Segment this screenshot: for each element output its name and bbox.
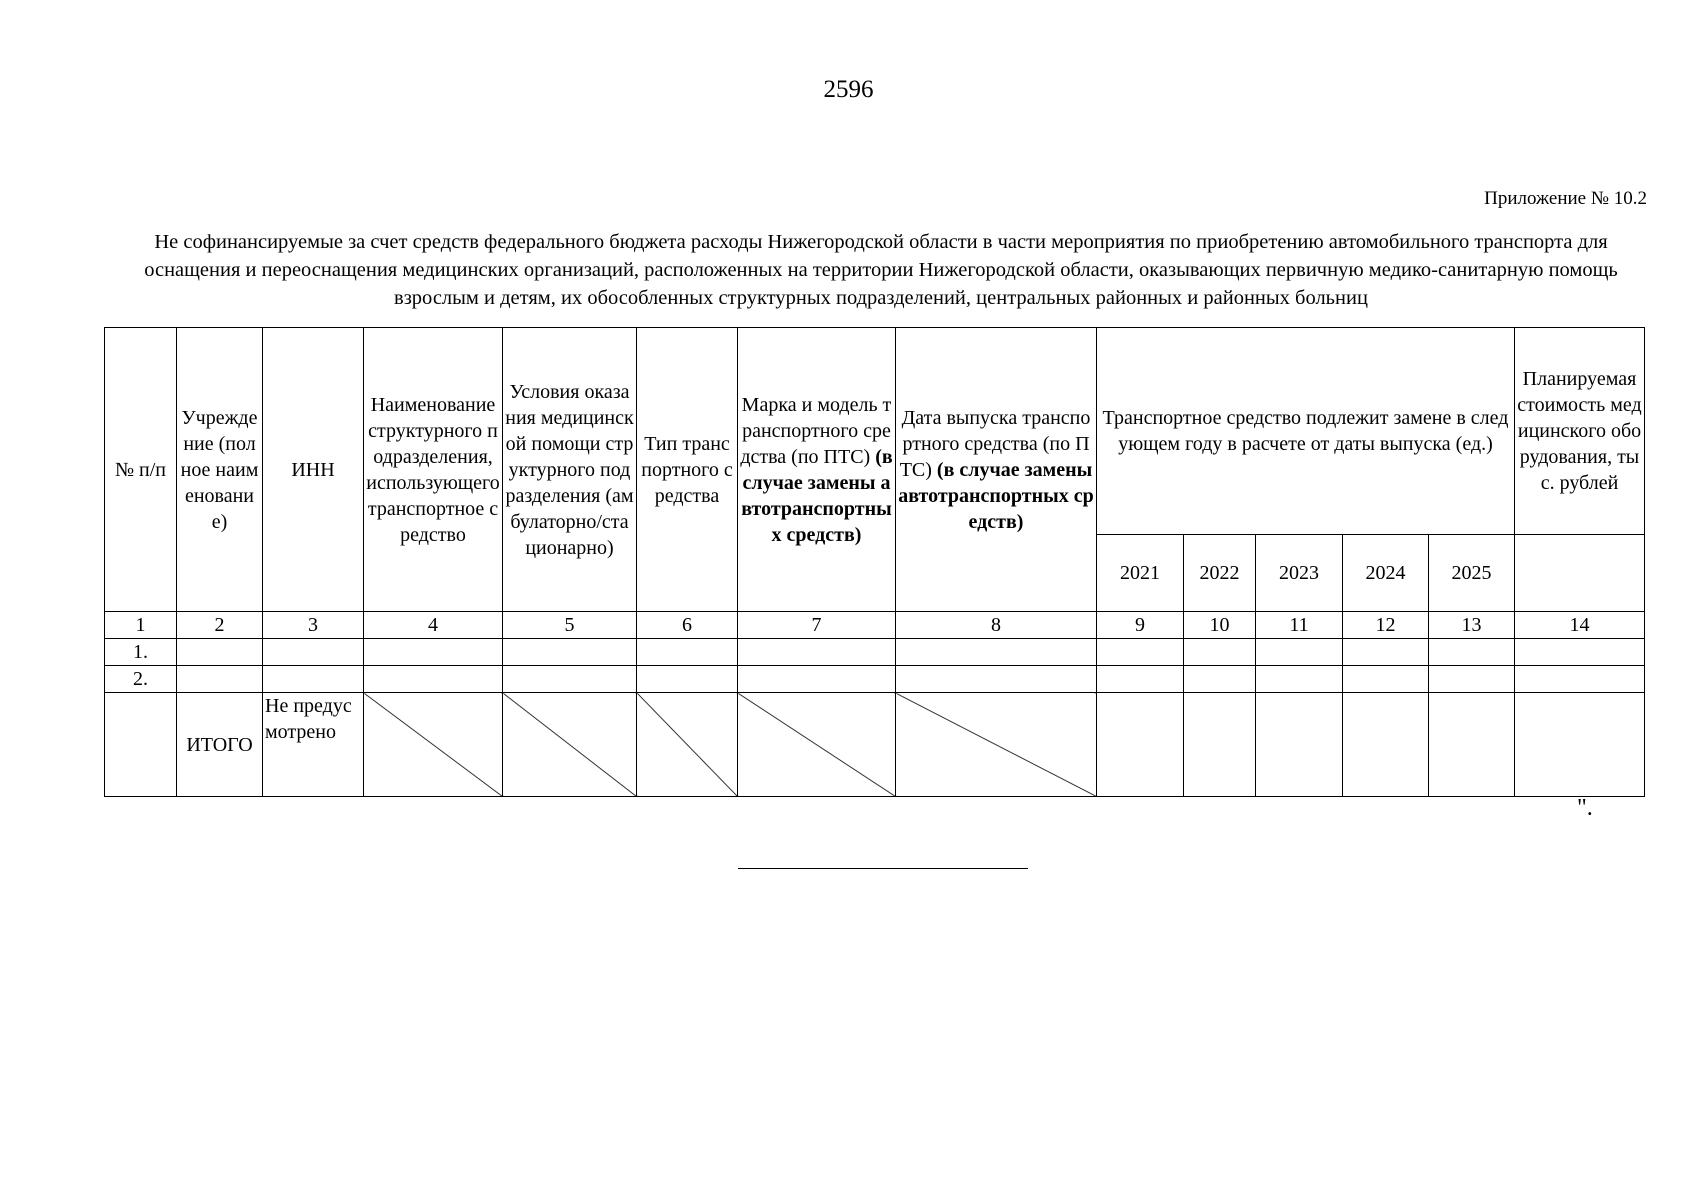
column-number: 6	[637, 612, 738, 639]
table-cell	[1097, 639, 1184, 666]
table-cell	[1515, 666, 1645, 693]
table-cell	[637, 639, 738, 666]
column-number: 8	[896, 612, 1097, 639]
table-cell	[503, 666, 637, 693]
header-year: 2025	[1429, 535, 1515, 612]
row-number: 2.	[105, 666, 177, 693]
table-cell	[1343, 639, 1429, 666]
table-cell	[364, 639, 503, 666]
header-empty-cell	[1515, 535, 1645, 612]
column-number: 14	[1515, 612, 1645, 639]
header-year: 2021	[1097, 535, 1184, 612]
table-cell	[1343, 693, 1429, 797]
make-model-label: Марка и модель транспортного средства (по ПТС)	[740, 393, 892, 468]
table-cell	[263, 666, 364, 693]
table-cell	[1429, 639, 1515, 666]
total-inn: Не предусмотрено	[263, 693, 364, 797]
crossed-cell	[503, 693, 637, 797]
table-cell	[1343, 666, 1429, 693]
total-row	[105, 693, 1645, 797]
column-number: 1	[105, 612, 177, 639]
table-cell	[105, 693, 177, 797]
column-number: 7	[738, 612, 896, 639]
table-cell	[1256, 639, 1343, 666]
expenses-table	[104, 327, 1645, 797]
column-numbers-row	[105, 612, 1645, 639]
table-cell	[637, 666, 738, 693]
table-cell	[364, 666, 503, 693]
header-year: 2024	[1343, 535, 1429, 612]
table-cell	[263, 639, 364, 666]
table-cell	[1429, 666, 1515, 693]
total-label: ИТОГО	[177, 693, 263, 797]
table-cell	[503, 639, 637, 666]
header-year: 2022	[1184, 535, 1256, 612]
table-cell	[738, 666, 896, 693]
header-col-planned-cost: Планируемая стоимость медицинского оборудования, тыс. рублей	[1515, 328, 1645, 535]
release-date-label: Дата выпуска транспортного средства (по ПТС)	[899, 406, 1091, 481]
crossed-cell	[364, 693, 503, 797]
table-cell	[177, 639, 263, 666]
table-cell	[896, 639, 1097, 666]
table-cell	[1184, 639, 1256, 666]
column-number: 5	[503, 612, 637, 639]
table-cell	[1097, 666, 1184, 693]
header-col-subdivision: Наименование структурного подразделения, использующего транспортное средство	[364, 328, 503, 612]
crossed-cell	[637, 693, 738, 797]
table-cell	[1097, 693, 1184, 797]
table-cell	[1256, 693, 1343, 797]
release-date-note: (в случае замены автотранспортных средств)	[898, 458, 1094, 533]
header-col-care-conditions: Условия оказания медицинской помощи структурного подразделения (амбулаторно/стационарно)	[503, 328, 637, 612]
table-cell	[1256, 666, 1343, 693]
column-number: 10	[1184, 612, 1256, 639]
table-cell	[1515, 639, 1645, 666]
crossed-cell	[738, 693, 896, 797]
column-number: 2	[177, 612, 263, 639]
header-col-vehicle-type: Тип транспортного средства	[637, 328, 738, 612]
header-col-make-model	[738, 328, 896, 612]
table-cell	[896, 666, 1097, 693]
table-cell	[1184, 693, 1256, 797]
closing-quote: ".	[1577, 795, 1593, 821]
page-number: 2596	[823, 76, 874, 103]
header-col-inn: ИНН	[263, 328, 364, 612]
header-row	[105, 328, 1645, 535]
footer-divider	[738, 868, 1028, 869]
table-row	[105, 639, 1645, 666]
header-col-institution: Учреждение (полное наименование)	[177, 328, 263, 612]
column-number: 9	[1097, 612, 1184, 639]
column-number: 11	[1256, 612, 1343, 639]
column-number: 4	[364, 612, 503, 639]
table-cell	[1184, 666, 1256, 693]
crossed-cell	[896, 693, 1097, 797]
row-number: 1.	[105, 639, 177, 666]
make-model-note: (в случае замены автотранспортных средств)	[741, 445, 893, 546]
table-cell	[1515, 693, 1645, 797]
table-row	[105, 666, 1645, 693]
header-year: 2023	[1256, 535, 1343, 612]
table-cell	[177, 666, 263, 693]
table-cell	[738, 639, 896, 666]
column-number: 3	[263, 612, 364, 639]
table-cell	[1429, 693, 1515, 797]
header-col-release-date	[896, 328, 1097, 612]
header-col-number: № п/п	[105, 328, 177, 612]
appendix-label: Приложение № 10.2	[1484, 188, 1647, 209]
document-title: Не софинансируемые за счет средств федерального бюджета расходы Нижегородской области в части мероприятия по приобретению автомобильного транспорта для оснащения и переоснащения медицинских организаций, расположенных на территории Нижегородской области, оказывающих первичную медико-санитарную помощь взрослым и детям, их обособленных структурных подразделений, центральных районных и районных больниц	[144, 231, 1618, 309]
column-number: 12	[1343, 612, 1429, 639]
column-number: 13	[1429, 612, 1515, 639]
header-group-replacement: Транспортное средство подлежит замене в следующем году в расчете от даты выпуска (ед.)	[1097, 328, 1515, 535]
